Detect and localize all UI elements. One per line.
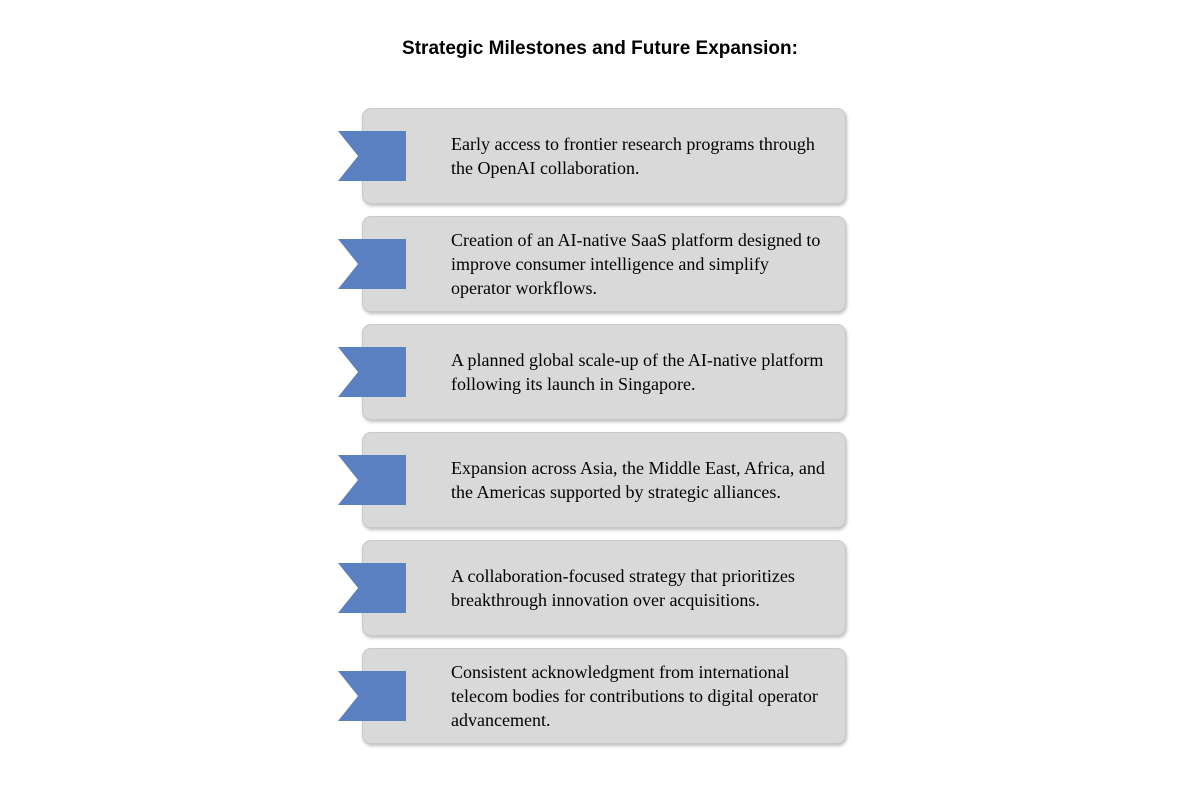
milestone-item: [336, 432, 848, 530]
milestone-card: [362, 108, 846, 204]
milestone-card: [362, 324, 846, 420]
chevron-right-icon: [338, 563, 406, 613]
chevron-right-icon: [338, 347, 406, 397]
diagram-title: Strategic Milestones and Future Expansion:: [402, 38, 798, 59]
milestone-card: [362, 648, 846, 744]
milestone-text: Early access to frontier research programs through the OpenAI collaboration.: [451, 134, 815, 178]
milestone-text: A collaboration-focused strategy that prioritizes breakthrough innovation over acquisitions.: [451, 566, 795, 610]
milestone-item: [336, 324, 848, 422]
milestone-text: A planned global scale-up of the AI-native platform following its launch in Singapore.: [451, 350, 824, 394]
milestone-card: [362, 432, 846, 528]
milestone-text: Consistent acknowledgment from international telecom bodies for contributions to digital operator advancement.: [451, 662, 818, 730]
chevron-right-icon: [338, 671, 406, 721]
milestone-item: [336, 216, 848, 314]
milestone-card: [362, 216, 846, 312]
milestone-list: [336, 108, 848, 756]
milestone-card: [362, 540, 846, 636]
milestone-text: Expansion across Asia, the Middle East, Africa, and the Americas supported by strategic alliances.: [451, 458, 825, 502]
chevron-right-icon: [338, 455, 406, 505]
milestone-item: [336, 648, 848, 746]
milestone-item: [336, 540, 848, 638]
milestone-item: [336, 108, 848, 206]
chevron-right-icon: [338, 131, 406, 181]
chevron-right-icon: [338, 239, 406, 289]
milestone-text: Creation of an AI-native SaaS platform designed to improve consumer intelligence and simplify operator workflows.: [451, 230, 821, 298]
